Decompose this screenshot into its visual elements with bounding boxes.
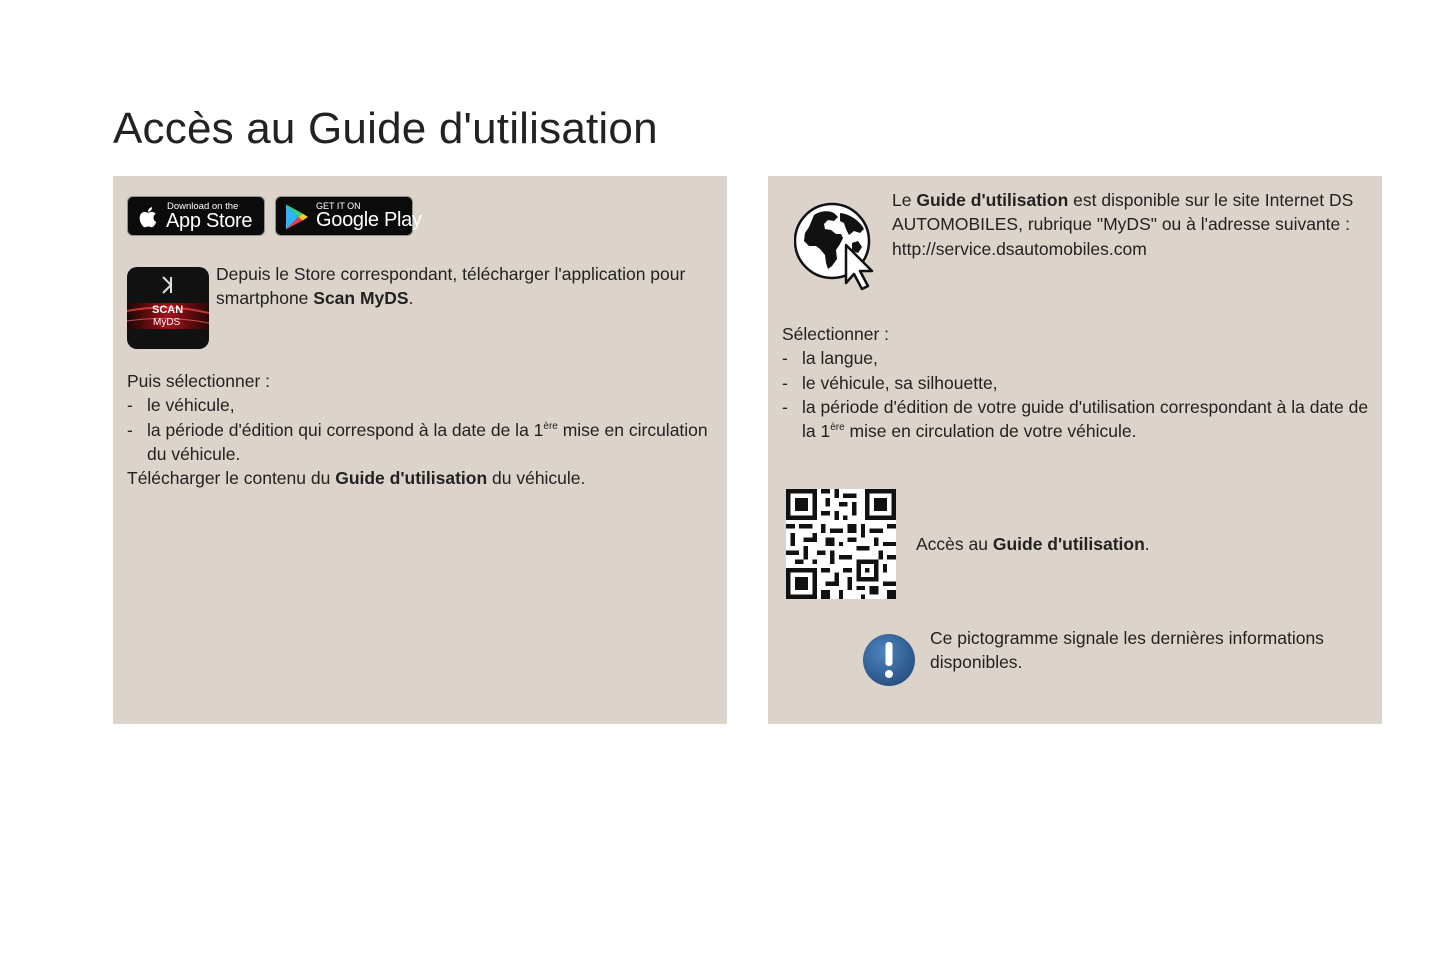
google-play-icon (284, 203, 310, 231)
intro-paragraph: Depuis le Store correspondant, télécharger l'application pour smartphone Scan MyDS. (216, 264, 686, 309)
store-app-panel (113, 176, 727, 724)
google-play-small-label: GET IT ON (316, 201, 361, 211)
apple-icon (137, 204, 161, 230)
info-note: Ce pictogramme signale les dernières informations disponibles. (930, 628, 1324, 673)
website-panel (768, 176, 1382, 724)
globe-cursor-icon (794, 201, 884, 293)
list-item: - la période d'édition qui correspond à la date de la 1ère mise en circulation du véhicule. (127, 419, 708, 464)
google-play-label: Google Play (316, 209, 422, 231)
qr-caption: Accès au Guide d'utilisation. (916, 534, 1150, 554)
selection-instructions (782, 322, 1372, 443)
scan-myds-app-icon (127, 267, 209, 349)
app-icon-scan-text: SCAN (152, 304, 184, 316)
qr-code[interactable] (786, 489, 896, 599)
list-item: - le véhicule, sa silhouette, (782, 372, 998, 393)
app-icon-myds-text: MyDS (153, 317, 181, 328)
website-info-paragraph: Le Guide d'utilisation est disponible sur le site Internet DS AUTOMOBILES, rubrique "MyDS" ou à l'adresse suivante : http://service.dsautomobiles.com (892, 190, 1354, 259)
selection-instructions (127, 369, 717, 490)
app-store-small-label: Download on the (167, 201, 239, 212)
app-store-label: App Store (166, 210, 253, 232)
list-item: - la langue, (782, 348, 878, 369)
app-name: Scan MyDS (313, 288, 409, 309)
google-play-badge[interactable] (275, 196, 422, 236)
select-heading: Puis sélectionner : (127, 371, 270, 391)
app-store-badge[interactable] (127, 196, 265, 236)
list-item: - la période d'édition de votre guide d'utilisation correspondant à la date de la 1ère mise en circulation de votre véhicule. (782, 396, 1369, 442)
list-item: - le véhicule, (127, 395, 235, 416)
info-exclamation-icon (862, 633, 916, 687)
website-url[interactable]: http://service.dsautomobiles.com (892, 238, 1147, 259)
select-heading: Sélectionner : (782, 324, 890, 344)
download-instruction: Télécharger le contenu du Guide d'utilisation du véhicule. (127, 468, 586, 489)
page-title: Accès au Guide d'utilisation (113, 104, 658, 153)
